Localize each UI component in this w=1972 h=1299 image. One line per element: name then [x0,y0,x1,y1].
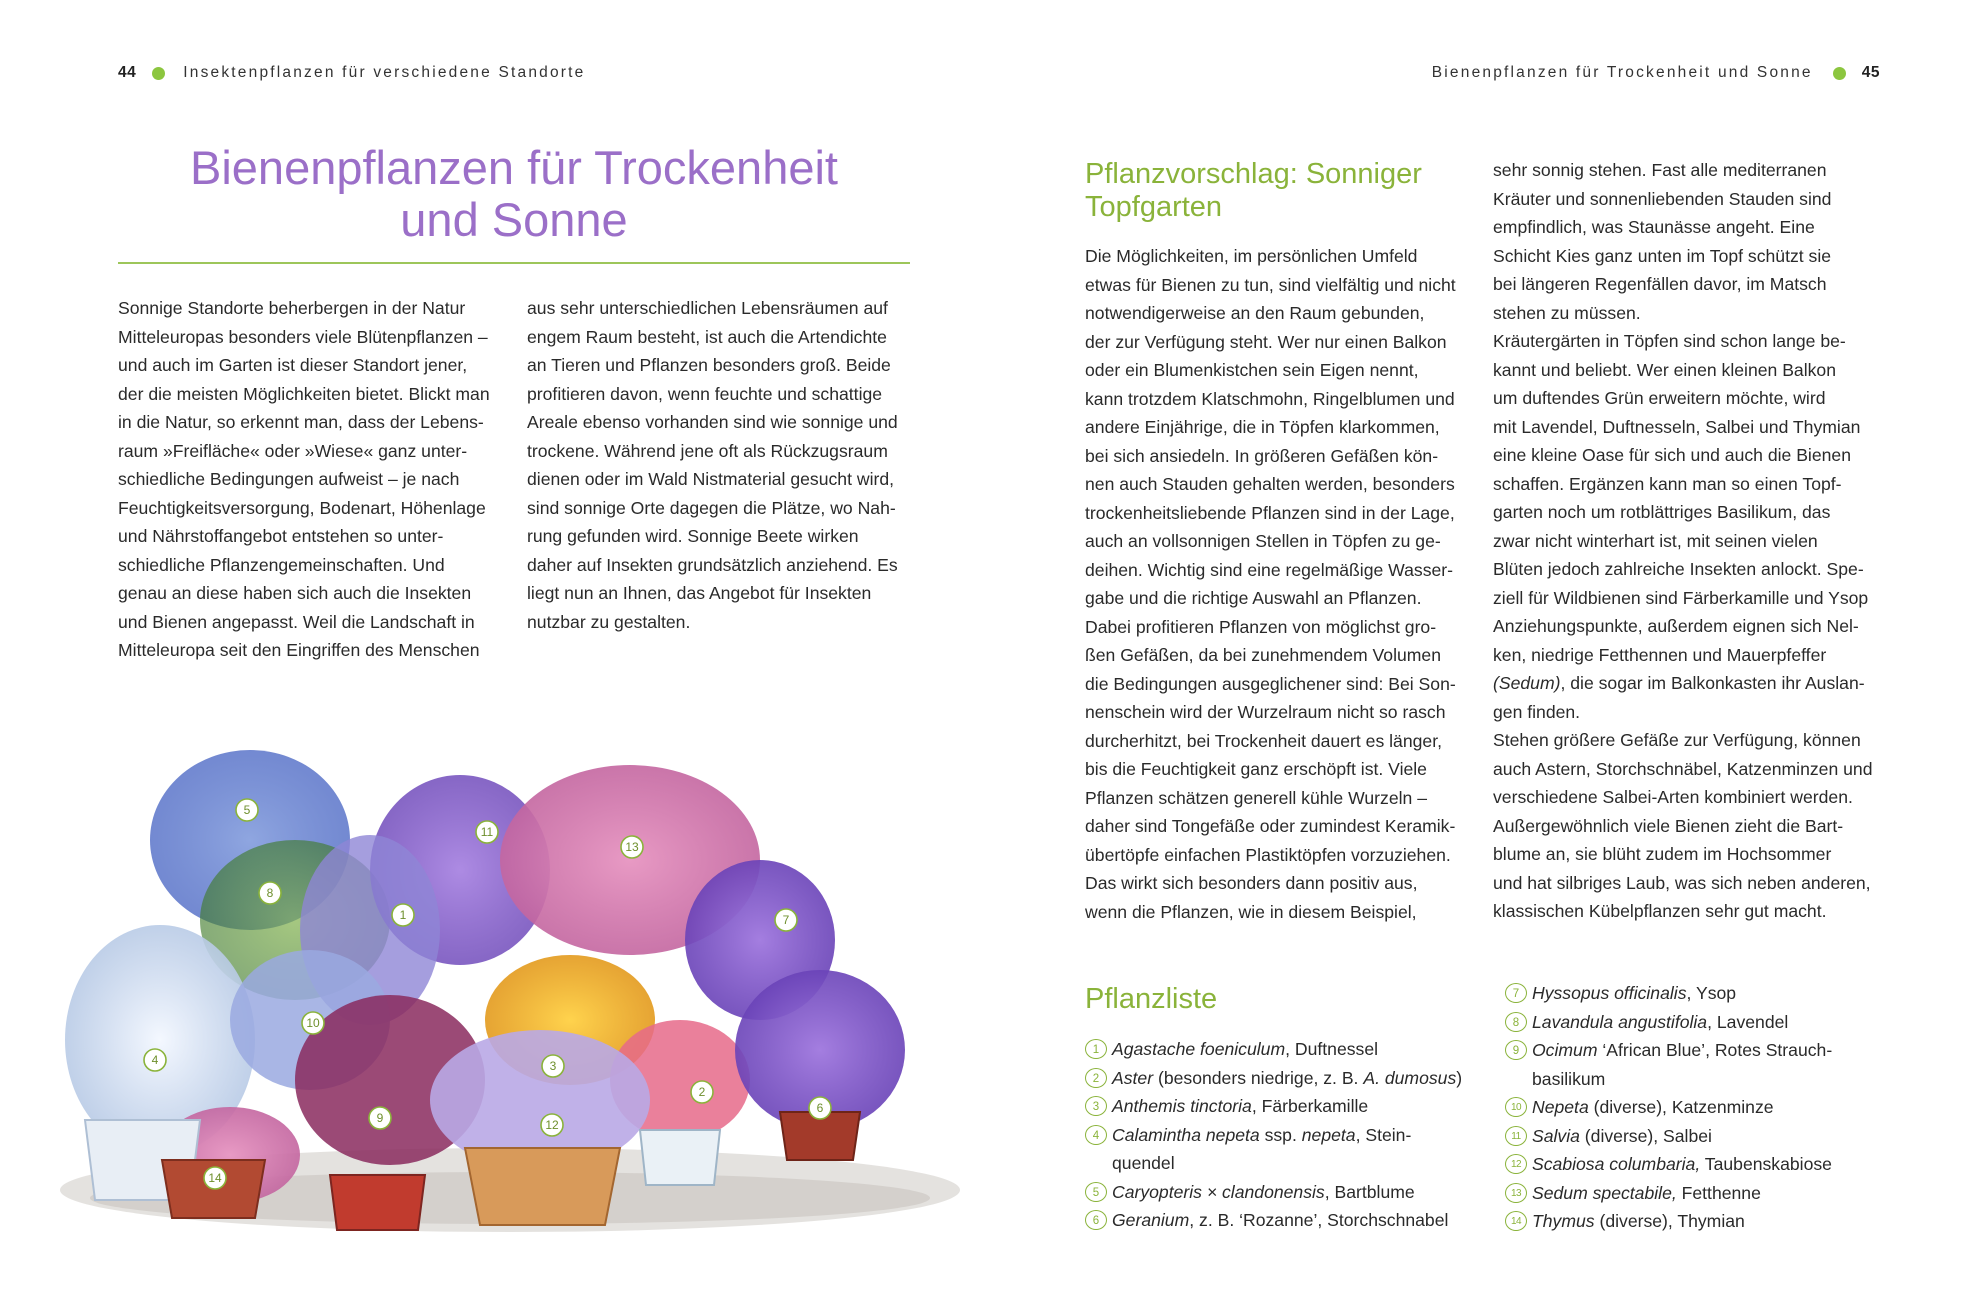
plant-list-text [1532,1093,1774,1122]
text-line: sind sonnige Orte dagegen die Plätze, wo Nah- [527,497,896,518]
marker-number: 12 [545,1118,559,1132]
plant-list-item [1505,1207,1905,1236]
section-heading-line-2: Topfgarten [1085,191,1223,223]
text-line: übertöpfe einfachen Plastiktöpfen vorzuziehen. [1085,844,1451,865]
plant-list-item [1505,1093,1905,1122]
number-badge-icon: 12 [1505,1154,1527,1174]
text-line: auch Astern, Storchschnäbel, Katzenminzen und [1493,758,1873,779]
text-line: ziell für Wildbienen sind Färberkamille und Ysop [1493,587,1869,608]
illustration-marker [542,1055,564,1077]
illustration-marker [259,882,281,904]
text-line: durcherhitzt, bei Trockenheit dauert es länger, [1085,730,1442,751]
plant-list-text [1532,1150,1832,1179]
potted-plant-illustration [40,720,965,1240]
plant-list-item [1085,1121,1485,1150]
text-line: deihen. Wichtig sind eine regelmäßige Wasser- [1085,559,1453,580]
latin-name: Salvia [1532,1125,1580,1146]
common-name: ssp. [1259,1124,1302,1145]
text-line: dienen oder im Wald Nistmaterial gesucht wird, [527,469,895,489]
text-line: liegt nun an Ihnen, das Angebot für Insekten [527,583,872,603]
common-name: , z. B. ‘Rozanne’, Storchschnabel [1189,1210,1449,1230]
plant-list-column-1 [1085,1035,1485,1235]
running-title-left: Insektenpflanzen für verschiedene Standorte [183,64,586,81]
latin-name: A. dumosus [1363,1067,1457,1088]
page-title-line-2: und Sonne [400,193,628,246]
plant-list-continuation: basilikum [1532,1068,1606,1089]
plant-list-item [1505,1036,1905,1065]
text-line: nenschein wird der Wurzelraum nicht so rasch [1085,702,1446,722]
plant-list-item [1505,1008,1905,1037]
number-badge-icon: 7 [1505,983,1527,1003]
marker-number: 6 [816,1101,824,1115]
text-line: Kräuter und sonnenliebenden Stauden sind [1493,188,1832,209]
text-line: Anziehungspunkte, außerdem eignen sich Nel- [1493,616,1859,636]
number-badge-icon: 10 [1505,1097,1527,1117]
running-header-right [1432,64,1880,82]
plant-list-item [1085,1178,1485,1207]
text-line: genau an diese haben sich auch die Insekten [118,583,472,603]
text-line: Feuchtigkeitsversorgung, Bodenart, Höhenlage [118,497,486,518]
text-line: an Tieren und Pflanzen besonders groß. Beide [527,355,891,375]
text-line: Mitteleuropa seit den Eingriffen des Menschen [118,640,480,660]
text-line: bis die Feuchtigkeit ganz erschöpft ist. Viele [1085,759,1427,779]
text-line: und hat silbriges Laub, was sich neben anderen, [1493,872,1871,893]
text-line: um duftendes Grün erweitern möchte, wird [1493,388,1826,408]
number-badge-icon: 9 [1505,1040,1527,1060]
intro-column-2 [527,294,912,636]
illustration-marker [621,836,643,858]
common-name: Taubenskabiose [1700,1154,1832,1174]
text-line: bei längeren Regenfällen davor, im Matsch [1493,274,1827,294]
title-rule [118,262,910,264]
text-line: und auch im Garten ist dieser Standort jener, [118,355,468,375]
text-line: Außergewöhnlich viele Bienen zieht die Bart- [1493,815,1844,836]
plant-list-item [1085,1064,1485,1093]
text-line: zwar nicht winterhart ist, mit seinen vielen [1493,530,1818,551]
text-line: und Nährstoffangebot entstehen so unter- [118,526,444,546]
marker-number: 7 [782,913,790,927]
illustration-marker [236,799,258,821]
bullet-dot-icon [152,67,165,80]
text-line: bei sich ansiedeln. In größeren Gefäßen kön- [1085,445,1439,466]
number-badge-icon: 11 [1505,1126,1527,1146]
text-line: Sonnige Standorte beherbergen in der Natur [118,298,466,318]
text-line: Kräutergärten in Töpfen sind schon lange be- [1493,331,1846,351]
common-name: , Lavendel [1707,1011,1789,1032]
number-badge-icon: 6 [1085,1210,1107,1230]
text-line: garten noch um rotblättriges Basilikum, das [1493,502,1831,522]
text-line: der die meisten Möglichkeiten bietet. Blickt man [118,383,490,404]
latin-name: Hyssopus officinalis [1532,983,1687,1003]
latin-name: Scabiosa columbaria, [1532,1154,1701,1174]
text-line: oder ein Blumenkistchen sein Eigen nennt, [1085,360,1419,380]
page-number-right: 45 [1861,64,1880,81]
plant-list-text [1112,1121,1411,1150]
text-line: nen auch Stauden gehalten werden, besonders [1085,474,1455,494]
text-line: schaffen. Ergänzen kann man so einen Topf- [1493,473,1842,494]
plant-list-text [1112,1092,1368,1121]
illustration-marker [302,1012,324,1034]
marker-number: 10 [306,1016,320,1030]
plant-list-text [1112,1064,1462,1093]
plant-list-item [1505,979,1905,1008]
text-line: gabe und die richtige Auswahl an Pflanzen. [1085,588,1422,608]
text-line: der zur Verfügung steht. Wer nur einen Balkon [1085,331,1447,352]
plant-list-text [1532,1207,1745,1236]
latin-name: Agastache foeniculum [1112,1039,1286,1059]
illustration-svg [40,720,965,1240]
latin-name: nepeta [1301,1124,1356,1145]
text-line: kann trotzdem Klatschmohn, Ringelblumen und [1085,388,1455,409]
text-line: Schicht Kies ganz unten im Topf schützt sie [1493,245,1832,266]
text-line: blume an, sie blüht zudem im Hochsommer [1493,844,1832,864]
suggestion-column-1 [1085,242,1470,926]
page-number-left: 44 [118,64,137,81]
illustration-marker [476,821,498,843]
running-title-right: Bienenpflanzen für Trockenheit und Sonne [1431,64,1813,81]
common-name: , Duftnessel [1285,1039,1379,1059]
illustration-marker [541,1114,563,1136]
text-line: trockene. Während jene oft als Rückzugsraum [527,440,888,461]
common-name: (besonders niedrige, z. B. [1153,1067,1364,1088]
text-line: daher sind Tongefäße oder zumindest Keramik- [1085,816,1456,836]
bullet-dot-icon [1833,67,1846,80]
marker-number: 4 [151,1053,159,1067]
latin-name: Nepeta [1532,1097,1589,1117]
text-line: schiedliche Pflanzengemeinschaften. Und [118,554,445,575]
text-fragment: , die sogar im Balkonkasten ihr Auslan- [1560,673,1865,693]
number-badge-icon: 1 [1085,1039,1107,1059]
text-line: klassischen Kübelpflanzen sehr gut macht. [1493,901,1827,921]
marker-number: 1 [399,908,407,922]
number-badge-icon: 3 [1085,1096,1107,1116]
illustration-marker [204,1167,226,1189]
number-badge-icon: 5 [1085,1182,1107,1202]
plant-list-text [1112,1206,1448,1235]
number-badge-icon: 4 [1085,1125,1107,1145]
text-line: daher auf Insekten grundsätzlich anziehend. Es [527,554,898,575]
plant-list-item [1505,1122,1905,1151]
latin-name: Sedum spectabile, [1532,1182,1677,1203]
text-line: empfindlich, was Staunässe angeht. Eine [1493,217,1815,237]
text-line: ken, niedrige Fetthennen und Mauerpfeffer [1493,644,1827,665]
marker-number: 11 [480,825,494,839]
text-line: trockenheitsliebende Pflanzen sind in der Lage, [1085,502,1455,523]
section-heading-suggestion [1085,158,1422,224]
marker-number: 5 [243,803,251,817]
common-name: (diverse), Katzenminze [1588,1097,1774,1117]
section-heading-line-1: Pflanzvorschlag: Sonniger [1085,158,1422,190]
plant-list-item [1085,1035,1485,1064]
plant-list-text [1112,1035,1378,1064]
plant-list-item [1505,1179,1905,1208]
plant-list-text [1532,979,1736,1008]
page-title [118,142,910,246]
text-line: raum »Freifläche« oder »Wiese« ganz unter- [118,440,468,461]
text-line: die Bedingungen ausgeglichener sind: Bei Son- [1085,673,1456,694]
plant-list-text [1532,1122,1712,1151]
text-line: engem Raum besteht, ist auch die Artendichte [527,326,887,347]
text-line: profitieren davon, wenn feuchte und schattige [527,383,883,404]
marker-number: 3 [549,1059,557,1073]
text-line: ßen Gefäßen, da bei zunehmendem Volumen [1085,645,1442,665]
plant-list-heading: Pflanzliste [1085,983,1218,1015]
marker-number: 13 [625,840,639,854]
text-line: mit Lavendel, Duftnesseln, Salbei und Thymian [1493,416,1861,437]
text-line: Areale ebenso vorhanden sind wie sonnige und [527,412,898,432]
text-line: andere Einjährige, die in Töpfen klarkommen, [1085,417,1440,437]
page-title-line-1: Bienenpflanzen für Trockenheit [190,141,838,194]
text-line: und Bienen angepasst. Weil die Landschaft in [118,611,475,632]
suggestion-column-2 [1493,156,1888,926]
text-line: in die Natur, so erkennt man, dass der Lebens- [118,412,484,432]
text-line: gen finden. [1493,701,1581,722]
text-line: kannt und beliebt. Wer einen kleinen Balkon [1493,359,1836,380]
plant-list-item [1085,1206,1485,1235]
text-line: Blüten jedoch zahlreiche Insekten anlockt. Spe- [1493,559,1864,579]
text-line: Mitteleuropas besonders viele Blütenpflanzen – [118,326,488,347]
text-line: eine kleine Oase für sich und auch die Bienen [1493,445,1851,465]
text-line: etwas für Bienen zu tun, sind vielfältig und nicht [1085,274,1456,295]
text-line: Dabei profitieren Pflanzen von möglichst gro- [1085,616,1437,637]
text-line: rung gefunden wird. Sonnige Beete wirken [527,526,859,546]
text-line: sehr sonnig stehen. Fast alle mediterranen [1493,160,1827,180]
latin-name: (Sedum) [1493,673,1561,693]
number-badge-icon: 14 [1505,1211,1527,1231]
text-line: verschiedene Salbei-Arten kombiniert werden. [1493,787,1853,807]
common-name: (diverse), Salbei [1579,1125,1712,1146]
latin-name: Aster [1112,1067,1154,1088]
illustration-marker [144,1049,166,1071]
intro-column-1 [118,294,503,665]
common-name: , Bartblume [1324,1181,1415,1202]
marker-number: 14 [208,1171,222,1185]
common-name: , Stein- [1355,1124,1412,1145]
latin-name: Calamintha nepeta [1112,1124,1260,1145]
common-name: (diverse), Thymian [1594,1211,1745,1231]
number-badge-icon: 2 [1085,1068,1107,1088]
marker-number: 2 [698,1085,706,1099]
common-name: ) [1456,1067,1463,1088]
text-line: nutzbar zu gestalten. [527,611,691,632]
running-header-left [118,64,585,82]
plant-list-item [1505,1150,1905,1179]
plant-list-item [1085,1092,1485,1121]
common-name: ‘African Blue’, Rotes Strauch- [1597,1040,1833,1060]
latin-name: Thymus [1532,1211,1595,1231]
marker-number: 8 [266,886,274,900]
plant-list-continuation: quendel [1112,1153,1175,1173]
illustration-marker [392,904,414,926]
text-line: schiedliche Bedingungen aufweist – je nach [118,469,460,489]
text-line: notwendigerweise an den Raum gebunden, [1085,303,1425,323]
text-line: Das wirkt sich besonders dann positiv aus, [1085,873,1418,893]
text-line: Pflanzen schätzen generell kühle Wurzeln – [1085,787,1427,808]
text-line: Die Möglichkeiten, im persönlichen Umfeld [1085,246,1418,266]
common-name: Fetthenne [1676,1182,1761,1203]
latin-name: Caryopteris × clandonensis [1112,1181,1325,1202]
latin-name: Geranium [1112,1210,1190,1230]
text-line: stehen zu müssen. [1493,302,1641,323]
text-line: wenn die Pflanzen, wie in diesem Beispiel, [1085,901,1417,922]
illustration-marker [809,1097,831,1119]
latin-name: Anthemis tinctoria [1112,1096,1252,1116]
latin-name: Lavandula angustifolia [1532,1011,1708,1032]
plant-list-text [1532,1179,1761,1208]
common-name: , Ysop [1686,983,1737,1003]
text-line: aus sehr unterschiedlichen Lebensräumen auf [527,298,888,318]
marker-number: 9 [376,1111,384,1125]
plant-list-text [1112,1178,1415,1207]
plant-list-column-2 [1505,979,1905,1236]
plant-list-text [1532,1008,1788,1037]
text-line [1493,669,1888,698]
illustration-marker [691,1081,713,1103]
illustration-marker [369,1107,391,1129]
common-name: , Färberkamille [1251,1096,1369,1116]
illustration-marker [775,909,797,931]
plant-list-text [1532,1036,1832,1065]
number-badge-icon: 13 [1505,1183,1527,1203]
text-line: auch an vollsonnigen Stellen in Töpfen zu ge- [1085,531,1441,551]
text-line: Stehen größere Gefäße zur Verfügung, können [1493,730,1861,750]
number-badge-icon: 8 [1505,1012,1527,1032]
latin-name: Ocimum [1532,1040,1598,1060]
